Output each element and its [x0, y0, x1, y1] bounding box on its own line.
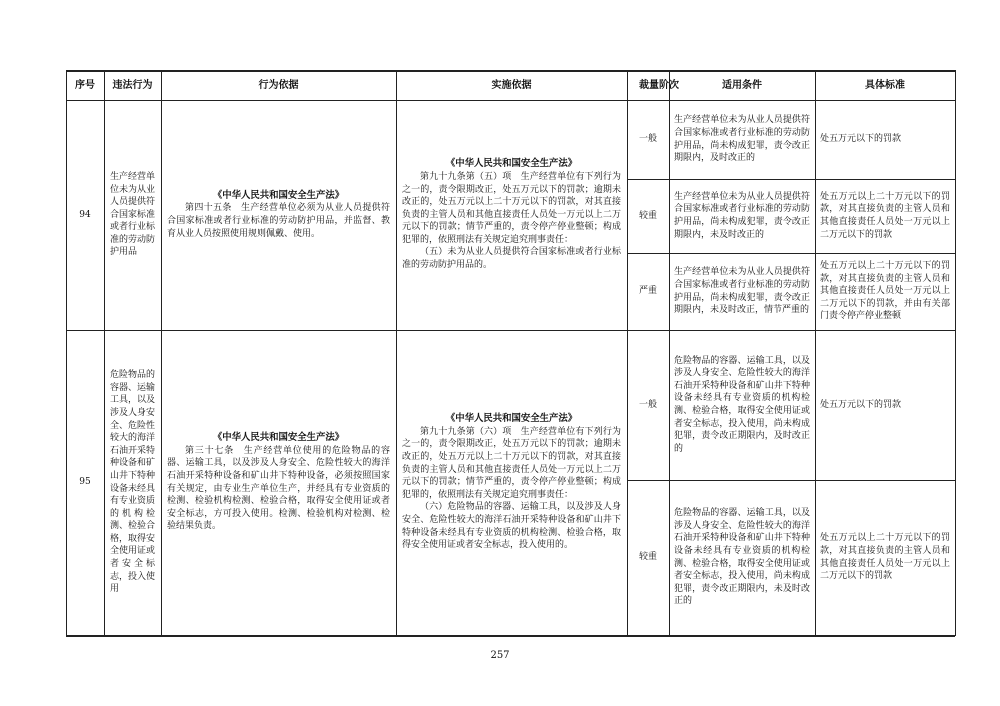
row-number: 95: [79, 477, 91, 488]
violation-cell: 危险物品的容器、运输工具，以及涉及人身安全、危险性较大的海洋石油开采特种设备和矿山井下特种设备未经具有专业资质的机构检测、检验合格，取得安全使用证或者安全标志，投入使用: [110, 370, 156, 595]
basis-cell: [161, 100, 396, 330]
basis-law-title: 《中华人民共和国安全生产法》: [212, 189, 345, 201]
impl-law-title: 《中华人民共和国安全生产法》: [445, 413, 578, 425]
level-cell: 较重: [638, 552, 657, 563]
header-no: 序号: [75, 79, 95, 91]
header-condition: 适用条件: [722, 79, 762, 91]
page-number: 257: [490, 650, 510, 661]
standard-cell: 处五万元以上二十万元以下的罚款，对其直接负责的主管人员和其他直接责任人员处一万元以上二万元以下的罚款: [820, 191, 950, 240]
implementation-cell: [396, 100, 627, 330]
condition-cell: 生产经营单位未为从业人员提供符合国家标准或者行业标准的劳动防护用品，尚未构成犯罪，责令改正期限内，未及时改正的: [674, 191, 810, 240]
impl-law-title: 《中华人民共和国安全生产法》: [445, 158, 578, 170]
condition-cell: 危险物品的容器、运输工具，以及涉及人身安全、危险性较大的海洋石油开采特种设备和矿山井下特种设备未经具有专业资质的机构检测、检验合格，取得安全使用证或者安全标志，投入使用，尚未构成犯罪，责令改正期限内，未及时改正的: [674, 508, 810, 607]
header-standard: 具体标准: [865, 79, 905, 91]
header-basis: 行为依据: [258, 79, 299, 91]
basis-text: 第三十七条 生产经营单位使用的危险物品的容器、运输工具，以及涉及人身安全、危险性较大的海洋石油开采特种设备和矿山井下特种设备，必须按照国家有关规定，由专业生产单位生产，并经具有专业资质的检测、检验机构检测、检验合格，取得安全使用证或者安全标志，方可投入使用。检测、检验机构对检测、检验结果负责。: [167, 445, 390, 532]
condition-cell: 生产经营单位未为从业人员提供符合国家标准或者行业标准的劳动防护用品，尚未构成犯罪，责令改正期限内，及时改正的: [674, 115, 810, 164]
condition-cell: 危险物品的容器、运输工具，以及涉及人身安全、危险性较大的海洋石油开采特种设备和矿山井下特种设备未经具有专业资质的机构检测、检验合格，取得安全使用证或者安全标志，投入使用，尚未构成犯罪，责令改正期限内，及时改正的: [674, 355, 810, 454]
level-cell: 一般: [638, 399, 657, 410]
impl-item: （五）未为从业人员提供符合国家标准或者行业标准的劳动防护用品的。: [402, 247, 621, 271]
condition-cell: 生产经营单位未为从业人员提供符合国家标准或者行业标准的劳动防护用品，尚未构成犯罪，责令改正期限内，未及时改正，情节严重的: [674, 267, 810, 316]
standard-cell: 处五万元以下的罚款: [820, 134, 902, 145]
standard-cell: 处五万元以上二十万元以下的罚款，对其直接负责的主管人员和其他直接责任人员处一万元以上二万元以下的罚款，并由有关部门责令停产停业整顿: [820, 261, 950, 322]
impl-item: （六）危险物品的容器、运输工具，以及涉及人身安全、危险性较大的海洋石油开采特种设备和矿山井下特种设备未经具有专业资质的机构检测、检验合格，取得安全使用证或者安全标志，投入使用的。: [402, 502, 621, 551]
standard-cell: 处五万元以上二十万元以下的罚款，对其直接负责的主管人员和其他直接责任人员处一万元以上二万元以下的罚款: [820, 533, 950, 582]
implementation-cell: [396, 330, 627, 635]
basis-text: 第四十五条 生产经营单位必须为从业人员提供符合国家标准或者行业标准的劳动防护用品，并监督、教育从业人员按照使用规则佩戴、使用。: [167, 203, 390, 239]
row-number: 94: [79, 209, 91, 220]
level-cell: 一般: [638, 134, 657, 145]
impl-text: 第九十九条第（六）项 生产经营单位有下列行为之一的，责令限期改正，处五万元以下的罚款；逾期未改正的，处五万元以上二十万元以下的罚款，对其直接负责的主管人员和其他直接责任人员处一万元以上二万元以下的罚款；情节严重的，责令停产停业整顿；构成犯罪的，依照刑法有关规定追究刑事责任：: [402, 426, 621, 500]
standard-cell: 处五万元以下的罚款: [820, 399, 902, 410]
header-implementation: 实施依据: [491, 79, 532, 91]
header-level: 裁量阶次: [639, 79, 679, 91]
level-cell: 严重: [638, 286, 657, 297]
basis-cell: [161, 330, 396, 635]
level-cell: 较重: [638, 210, 657, 221]
impl-text: 第九十九条第（五）项 生产经营单位有下列行为之一的，责令限期改正，处五万元以下的罚款；逾期未改正的，处五万元以上二十万元以下的罚款，对其直接负责的主管人员和其他直接责任人员处一万元以上二万元以下的罚款；情节严重的，责令停产停业整顿；构成犯罪的，依照刑法有关规定追究刑事责任：: [402, 171, 621, 245]
header-violation: 违法行为: [112, 79, 153, 91]
violation-cell: 生产经营单位未为从业人员提供符合国家标准或者行业标准的劳动防护用品: [110, 171, 156, 258]
basis-law-title: 《中华人民共和国安全生产法》: [212, 432, 345, 444]
